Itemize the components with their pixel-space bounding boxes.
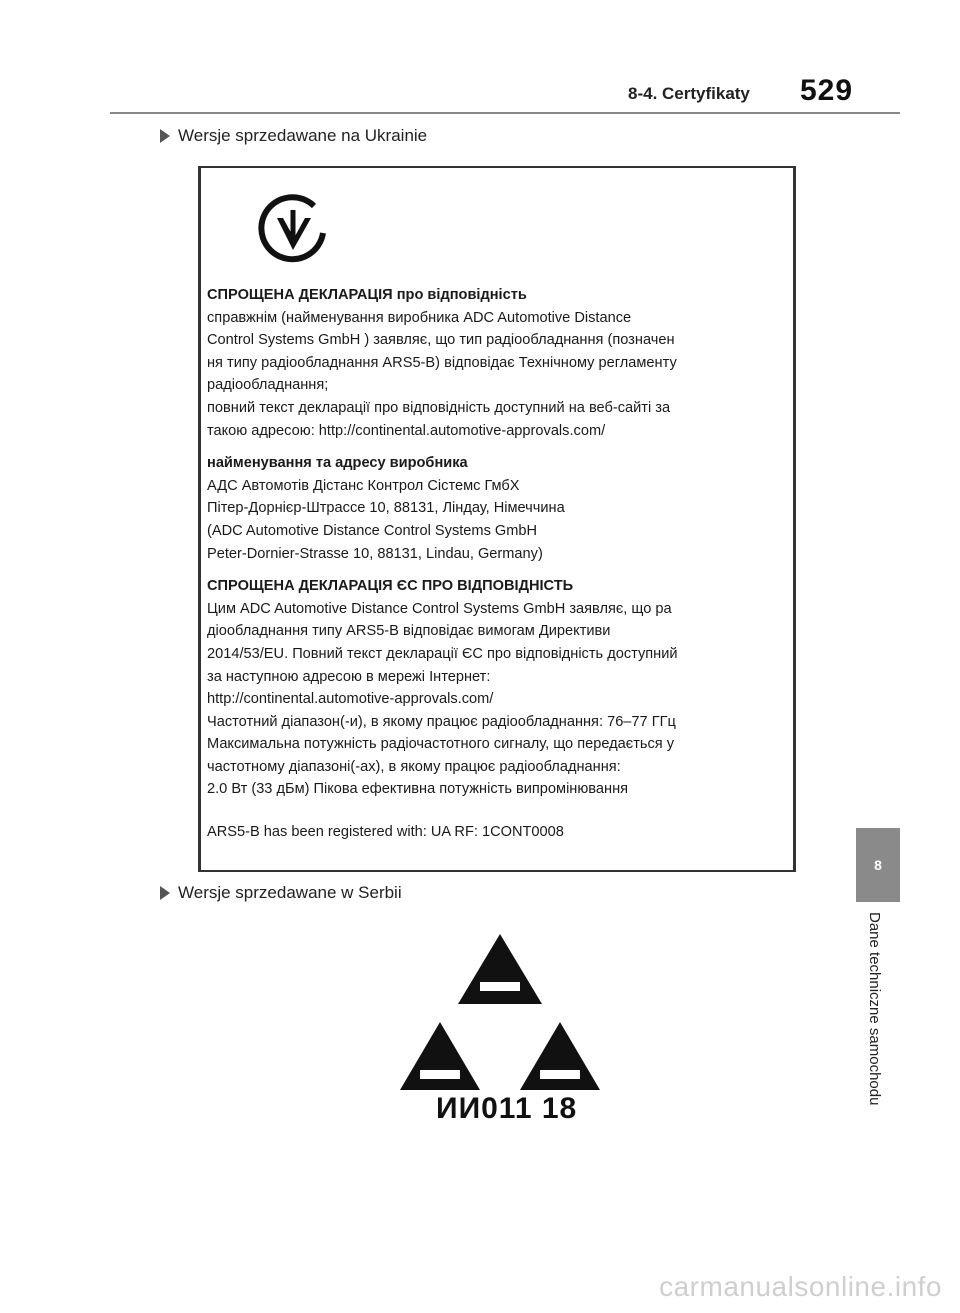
section-heading-serbia-text: Wersje sprzedawane w Serbii xyxy=(178,883,402,902)
ukraine-certificate xyxy=(198,166,796,872)
cert-line: такою адресою: http://continental.automotive-approvals.com/ xyxy=(207,422,606,439)
triangle-bullet-icon xyxy=(160,886,170,900)
cert-line: Control Systems GmbH ) заявляє, що тип радіообладнання (позначен xyxy=(207,332,675,349)
cert-line: Частотний діапазон(-и), в якому працює радіообладнання: 76–77 ГГц xyxy=(207,713,676,730)
cert-line: Цим ADC Automotive Distance Control Systems GmbH заявляє, що ра xyxy=(207,600,672,617)
cert-line: найменування та адресу виробника xyxy=(207,455,468,472)
section-heading-ukraine-text: Wersje sprzedawane na Ukrainie xyxy=(178,126,428,145)
cert-line: http://continental.automotive-approvals.com/ xyxy=(207,691,494,708)
cert-line: за наступною адресою в мережі Інтернет: xyxy=(207,668,491,685)
chapter-tab[interactable]: 8 xyxy=(856,828,900,902)
cert-line: повний текст декларації про відповідність доступний на веб-сайті за xyxy=(207,399,671,416)
cert-line: радіообладнання; xyxy=(207,377,329,394)
header-section-title: 8-4. Certyfikaty xyxy=(628,84,750,103)
cert-line: СПРОЩЕНА ДЕКЛАРАЦІЯ ЄС ПРО ВІДПОВІДНІСТЬ xyxy=(207,578,574,595)
cert-line: 2014/53/EU. Повний текст декларації ЄС про відповідність доступний xyxy=(207,645,678,662)
section-heading-serbia xyxy=(160,883,402,903)
cert-line: АДС Автомотів Дістанс Контрол Сістемс ГмбХ xyxy=(207,477,520,494)
certificate-text xyxy=(207,284,787,844)
serbian-certificate-code: ИИ011 18 xyxy=(436,1092,578,1125)
cert-line: ARS5-B has been registered with: UA RF: 1CONT0008 xyxy=(207,824,564,841)
triangle-bullet-icon xyxy=(160,129,170,143)
chapter-label: Dane techniczne samochodu xyxy=(866,912,883,1106)
cert-line: СПРОЩЕНА ДЕКЛАРАЦІЯ про відповідність xyxy=(207,287,527,303)
cert-line: (ADC Automotive Distance Control Systems GmbH xyxy=(207,522,538,539)
footer-watermark: carmanualsonline.info xyxy=(659,1271,942,1302)
page-number: 529 xyxy=(800,74,854,107)
cert-line: Пітер-Дорнієр-Штрассе 10, 88131, Ліндау, Німеччина xyxy=(207,500,565,517)
cert-line: частотному діапазоні(-ах), в якому працює радіообладнання: xyxy=(207,758,621,775)
cert-line: ня типу радіообладнання ARS5-B) відповідає Технічному регламенту xyxy=(207,354,677,371)
cert-line: діообладнання типу ARS5-B відповідає вимогам Директиви xyxy=(207,623,611,640)
header-rule xyxy=(110,112,900,114)
cert-line: Максимальна потужність радіочастотного сигналу, що передається у xyxy=(207,736,675,753)
cert-line: 2.0 Вт (33 дБм) Пікова ефективна потужність випромінювання xyxy=(207,781,629,798)
section-heading-ukraine xyxy=(160,126,427,146)
ukrainian-conformity-mark-icon xyxy=(253,188,333,268)
cert-line: Peter-Dornier-Strasse 10, 88131, Lindau, Germany) xyxy=(207,545,543,562)
cert-line: справжнім (найменування виробника ADC Automotive Distance xyxy=(207,309,632,326)
